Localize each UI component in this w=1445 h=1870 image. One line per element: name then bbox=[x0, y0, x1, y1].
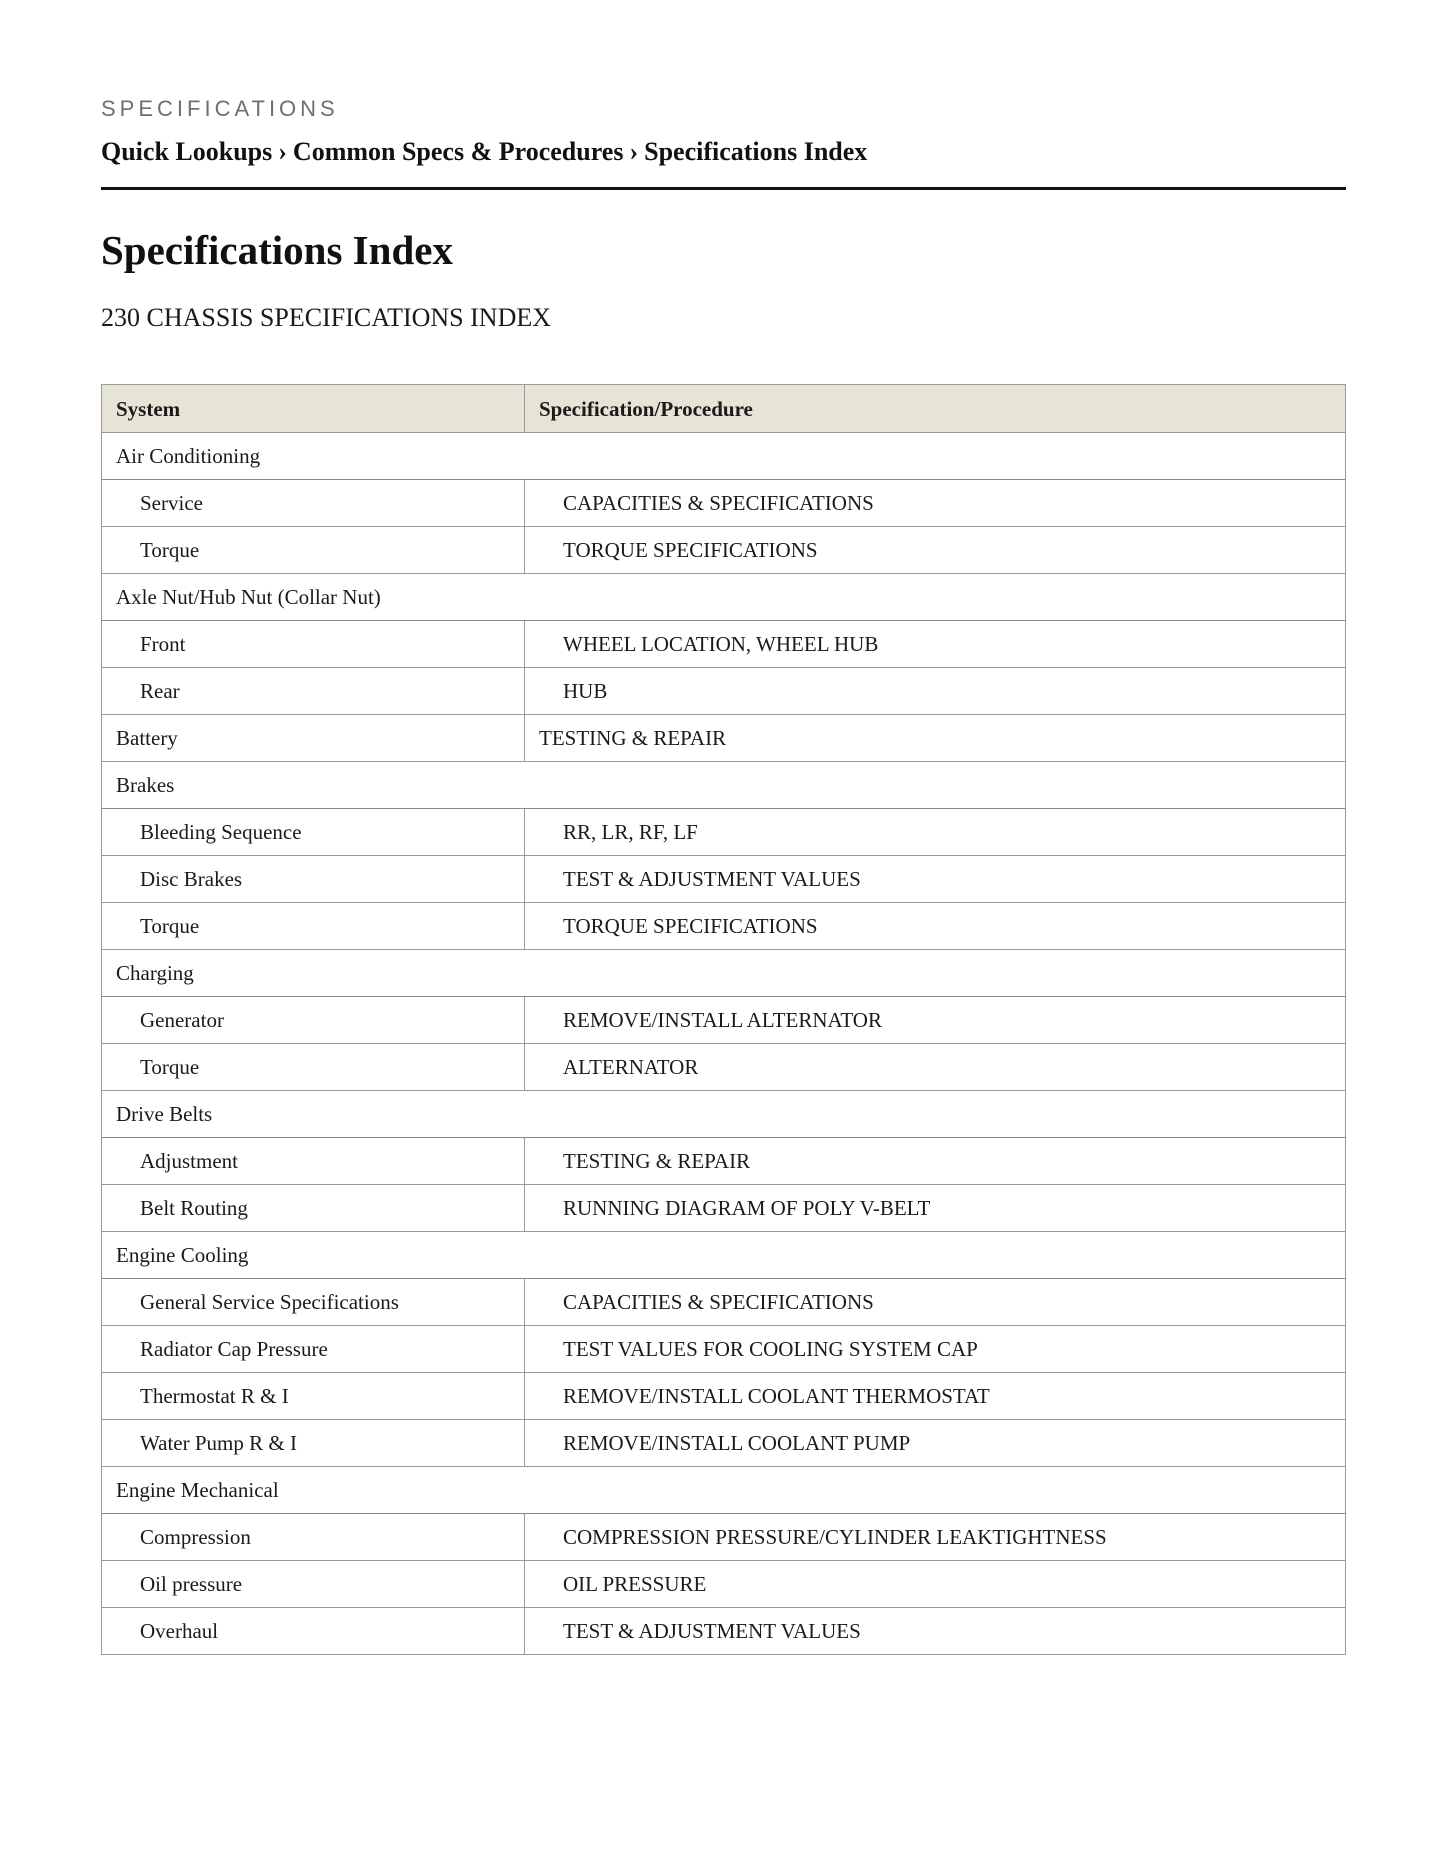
page bbox=[101, 0, 1346, 1655]
section-kicker: SPECIFICATIONS bbox=[101, 96, 339, 121]
table-row bbox=[102, 903, 1346, 950]
table-group-row bbox=[102, 1467, 1346, 1514]
table-row bbox=[102, 621, 1346, 668]
breadcrumb-separator: › bbox=[629, 137, 639, 166]
specifications-table bbox=[101, 384, 1346, 1655]
system-group-label: Axle Nut/Hub Nut (Collar Nut) bbox=[102, 574, 1346, 621]
system-group-label: Engine Cooling bbox=[102, 1232, 1346, 1279]
table-group-row bbox=[102, 574, 1346, 621]
system-cell: Torque bbox=[102, 903, 525, 950]
breadcrumb-separator: › bbox=[278, 137, 287, 166]
table-body bbox=[102, 433, 1346, 1655]
system-cell: Overhaul bbox=[102, 1608, 525, 1655]
spec-procedure-link[interactable]: TEST & ADJUSTMENT VALUES bbox=[525, 1608, 1346, 1655]
system-group-label: Brakes bbox=[102, 762, 1346, 809]
spec-procedure-link[interactable]: CAPACITIES & SPECIFICATIONS bbox=[525, 1279, 1346, 1326]
system-cell: Thermostat R & I bbox=[102, 1373, 525, 1420]
table-row bbox=[102, 1185, 1346, 1232]
spec-procedure-link[interactable]: TORQUE SPECIFICATIONS bbox=[525, 903, 1346, 950]
table-row bbox=[102, 856, 1346, 903]
system-group-label: Engine Mechanical bbox=[102, 1467, 1346, 1514]
column-header-spec: Specification/Procedure bbox=[525, 385, 1346, 433]
table-row bbox=[102, 997, 1346, 1044]
system-cell: Water Pump R & I bbox=[102, 1420, 525, 1467]
spec-procedure-link[interactable]: TEST & ADJUSTMENT VALUES bbox=[525, 856, 1346, 903]
table-row bbox=[102, 668, 1346, 715]
system-cell: Generator bbox=[102, 997, 525, 1044]
table-row bbox=[102, 1608, 1346, 1655]
system-cell: Front bbox=[102, 621, 525, 668]
system-cell: General Service Specifications bbox=[102, 1279, 525, 1326]
spec-procedure-link[interactable]: REMOVE/INSTALL COOLANT THERMOSTAT bbox=[525, 1373, 1346, 1420]
spec-procedure-link[interactable]: RUNNING DIAGRAM OF POLY V-BELT bbox=[525, 1185, 1346, 1232]
system-cell: Compression bbox=[102, 1514, 525, 1561]
system-cell: Adjustment bbox=[102, 1138, 525, 1185]
table-row bbox=[102, 527, 1346, 574]
system-group-label: Charging bbox=[102, 950, 1346, 997]
page-title: Specifications Index bbox=[101, 227, 453, 273]
spec-procedure-link[interactable]: TESTING & REPAIR bbox=[525, 1138, 1346, 1185]
spec-procedure-link[interactable]: RR, LR, RF, LF bbox=[525, 809, 1346, 856]
spec-procedure-link[interactable]: WHEEL LOCATION, WHEEL HUB bbox=[525, 621, 1346, 668]
spec-procedure-link[interactable]: TESTING & REPAIR bbox=[525, 715, 1346, 762]
spec-procedure-link[interactable]: CAPACITIES & SPECIFICATIONS bbox=[525, 480, 1346, 527]
table-row bbox=[102, 480, 1346, 527]
table-row bbox=[102, 1561, 1346, 1608]
spec-procedure-link[interactable]: OIL PRESSURE bbox=[525, 1561, 1346, 1608]
spec-procedure-link[interactable]: TORQUE SPECIFICATIONS bbox=[525, 527, 1346, 574]
table-group-row bbox=[102, 762, 1346, 809]
system-group-label: Air Conditioning bbox=[102, 433, 1346, 480]
breadcrumb bbox=[101, 136, 1346, 190]
breadcrumb-item-common-specs[interactable]: Common Specs & Procedures bbox=[292, 137, 624, 166]
system-cell: Battery bbox=[102, 715, 525, 762]
system-cell: Torque bbox=[102, 527, 525, 574]
system-cell: Oil pressure bbox=[102, 1561, 525, 1608]
table-row bbox=[102, 1420, 1346, 1467]
system-cell: Service bbox=[102, 480, 525, 527]
table-group-row bbox=[102, 1232, 1346, 1279]
table-row bbox=[102, 1514, 1346, 1561]
table-row bbox=[102, 1279, 1346, 1326]
spec-procedure-link[interactable]: REMOVE/INSTALL ALTERNATOR bbox=[525, 997, 1346, 1044]
system-group-label: Drive Belts bbox=[102, 1091, 1346, 1138]
system-cell: Radiator Cap Pressure bbox=[102, 1326, 525, 1373]
system-cell: Rear bbox=[102, 668, 525, 715]
spec-procedure-link[interactable]: HUB bbox=[525, 668, 1346, 715]
system-cell: Disc Brakes bbox=[102, 856, 525, 903]
table-group-row bbox=[102, 950, 1346, 997]
table-row bbox=[102, 809, 1346, 856]
system-cell: Bleeding Sequence bbox=[102, 809, 525, 856]
spec-procedure-link[interactable]: COMPRESSION PRESSURE/CYLINDER LEAKTIGHTNESS bbox=[525, 1514, 1346, 1561]
spec-procedure-link[interactable]: ALTERNATOR bbox=[525, 1044, 1346, 1091]
breadcrumb-item-current: Specifications Index bbox=[644, 137, 868, 166]
table-header-row bbox=[102, 385, 1346, 433]
spec-procedure-link[interactable]: REMOVE/INSTALL COOLANT PUMP bbox=[525, 1420, 1346, 1467]
breadcrumb-item-quick-lookups[interactable]: Quick Lookups bbox=[101, 137, 273, 166]
table-row bbox=[102, 1373, 1346, 1420]
table-group-row bbox=[102, 1091, 1346, 1138]
table-row bbox=[102, 1138, 1346, 1185]
spec-procedure-link[interactable]: TEST VALUES FOR COOLING SYSTEM CAP bbox=[525, 1326, 1346, 1373]
system-cell: Belt Routing bbox=[102, 1185, 525, 1232]
table-row bbox=[102, 715, 1346, 762]
table-row bbox=[102, 1326, 1346, 1373]
page-subtitle: 230 CHASSIS SPECIFICATIONS INDEX bbox=[101, 303, 552, 332]
column-header-system: System bbox=[102, 385, 525, 433]
table-row bbox=[102, 1044, 1346, 1091]
system-cell: Torque bbox=[102, 1044, 525, 1091]
table-group-row bbox=[102, 433, 1346, 480]
